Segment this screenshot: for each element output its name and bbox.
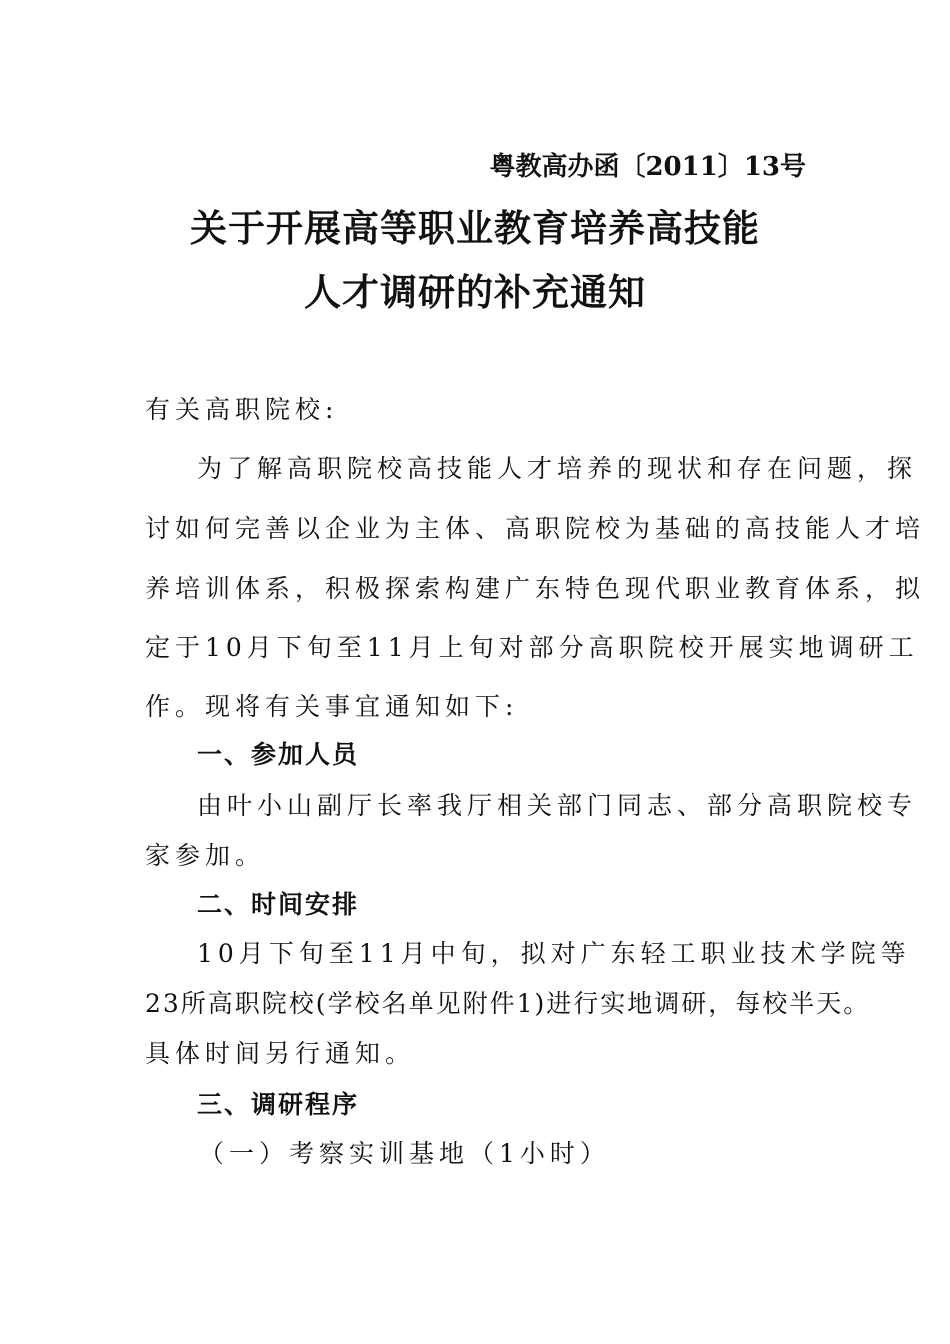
intro-line-1: 为了解高职院校高技能人才培养的现状和存在问题，探 (197, 454, 918, 483)
section-schedule-line-3: 具体时间另行通知。 (145, 1039, 416, 1068)
intro-line-5: 作。现将有关事宜通知如下: (145, 692, 519, 721)
document-title-line-2: 人才调研的补充通知 (304, 270, 646, 314)
intro-line-3: 养培训体系，积极探索构建广东特色现代职业教育体系，拟 (145, 574, 926, 603)
salutation: 有关高职院校: (145, 395, 339, 424)
document-number: 粤教高办函〔2011〕13号 (489, 152, 806, 182)
section-heading-schedule: 二、时间安排 (197, 890, 360, 919)
section-participants-line-1: 由叶小山副厅长率我厅相关部门同志、部分高职院校专 (197, 791, 918, 820)
section-heading-procedure: 三、调研程序 (197, 1090, 360, 1119)
section-schedule-line-2: 23所高职院校(学校名单见附件1)进行实地调研，每校半天。 (145, 989, 871, 1018)
section-participants-line-2: 家参加。 (145, 841, 266, 870)
section-heading-participants: 一、参加人员 (197, 740, 360, 769)
section-procedure-item-1: （一）考察实训基地（1小时） (199, 1139, 610, 1168)
intro-line-4: 定于10月下旬至11月上旬对部分高职院校开展实地调研工 (145, 633, 919, 662)
section-schedule-line-1: 10月下旬至11月中旬，拟对广东轻工职业技术学院等 (197, 939, 911, 968)
document-title-line-1: 关于开展高等职业教育培养高技能 (190, 206, 760, 250)
intro-line-2: 讨如何完善以企业为主体、高职院校为基础的高技能人才培 (145, 514, 926, 543)
